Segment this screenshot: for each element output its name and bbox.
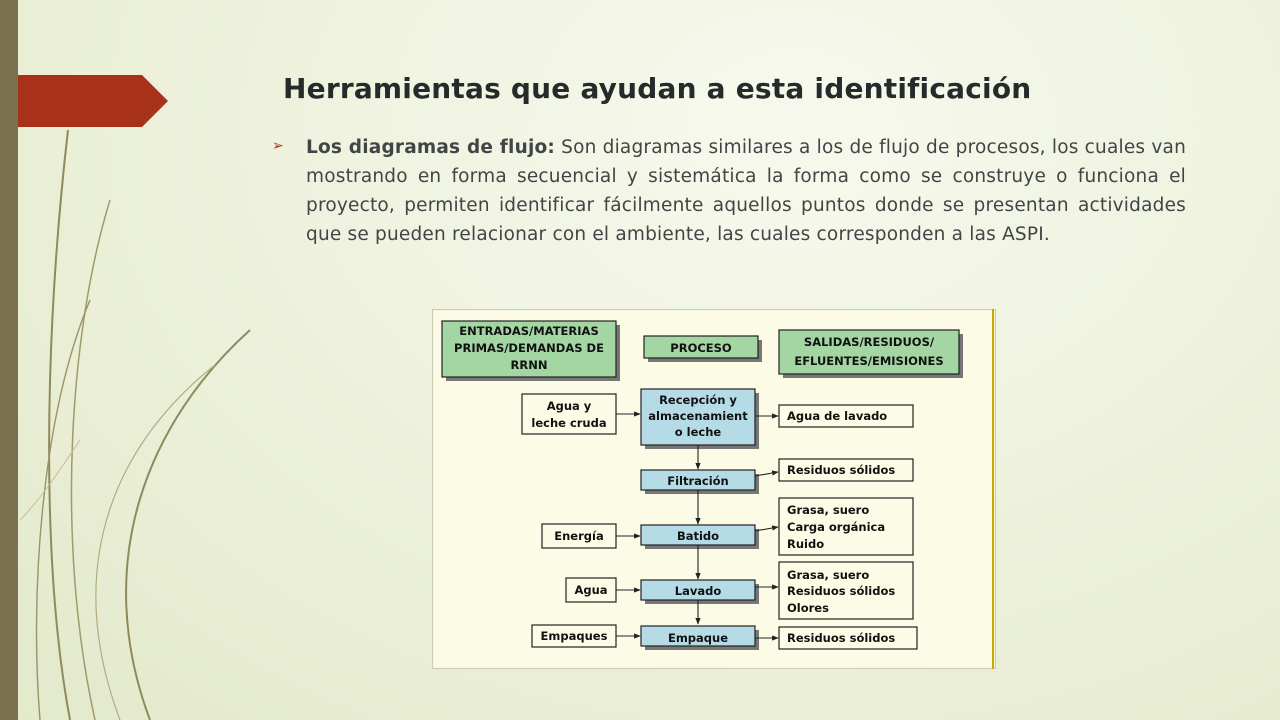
process-step-4-label: Lavado	[674, 584, 722, 598]
input-4-line-1: Agua	[574, 583, 608, 597]
slide-title: Herramientas que ayudan a esta identificación	[283, 72, 1032, 105]
output-3-line-1: Grasa, suero	[787, 503, 870, 517]
header-inputs-line-1: ENTRADAS/MATERIAS	[459, 324, 599, 338]
arrow-right-bullet-icon: ➢	[272, 138, 284, 154]
output-5-line-1: Residuos sólidos	[787, 631, 896, 645]
bullet-term: Los diagramas de flujo:	[306, 137, 556, 158]
header-outputs	[779, 330, 963, 378]
step-filtration	[641, 470, 759, 494]
input-1-line-2: leche cruda	[531, 416, 607, 430]
input-box-5	[532, 625, 616, 647]
output-box-5	[779, 627, 917, 649]
step-packaging	[641, 626, 759, 650]
output-4-line-2: Residuos sólidos	[787, 584, 896, 598]
header-inputs-line-3: RRNN	[510, 358, 548, 372]
process-step-1-line-2: almacenamient	[648, 409, 748, 423]
output-3-line-2: Carga orgánica	[787, 520, 886, 534]
header-inputs-line-2: PRIMAS/DEMANDAS DE	[454, 341, 604, 355]
output-box-4	[779, 562, 913, 619]
input-3-line-1: Energía	[554, 529, 604, 543]
process-step-3-label: Batido	[676, 529, 720, 543]
header-process-label: PROCESO	[670, 341, 732, 355]
process-step-1-line-3: o leche	[674, 425, 722, 439]
step-washing	[641, 580, 759, 604]
header-outputs-line-2: EFLUENTES/EMISIONES	[794, 354, 944, 368]
input-box-3	[542, 524, 616, 548]
output-3-line-3: Ruido	[787, 537, 825, 551]
input-box-4	[566, 578, 616, 602]
step-reception	[641, 389, 759, 449]
process-step-2-label: Filtración	[667, 474, 729, 488]
flow-diagram	[432, 309, 996, 669]
header-inputs	[442, 321, 620, 381]
header-outputs-line-1: SALIDAS/RESIDUOS/	[803, 335, 935, 349]
output-4-line-1: Grasa, suero	[787, 568, 870, 582]
step-churning	[641, 525, 759, 549]
title-arrow-banner	[18, 75, 168, 127]
bullet-paragraph	[306, 133, 1186, 249]
bullet-body: Son diagramas similares a los de flujo de procesos, los cuales van mostrando en forma secuencial y sistemática la forma como se construye o funciona el proyecto, permiten identificar fácilmente aquellos puntos donde se presentan actividades que se pueden relacionar con el ambiente, las cuales corresponden a las ASPI.	[306, 137, 1186, 245]
input-5-line-1: Empaques	[540, 629, 608, 643]
output-1-line-1: Agua de lavado	[787, 409, 888, 423]
input-box-1	[522, 394, 616, 434]
output-4-line-3: Olores	[787, 601, 829, 615]
bullet-item	[272, 133, 1186, 249]
output-box-3	[779, 498, 913, 555]
output-box-1	[779, 405, 913, 427]
header-process	[644, 336, 762, 362]
output-box-2	[779, 459, 913, 481]
process-step-1-line-1: Recepción y	[659, 393, 737, 407]
process-step-5-label: Empaque	[667, 631, 729, 645]
input-1-line-1: Agua y	[546, 399, 592, 413]
output-2-line-1: Residuos sólidos	[787, 463, 896, 477]
